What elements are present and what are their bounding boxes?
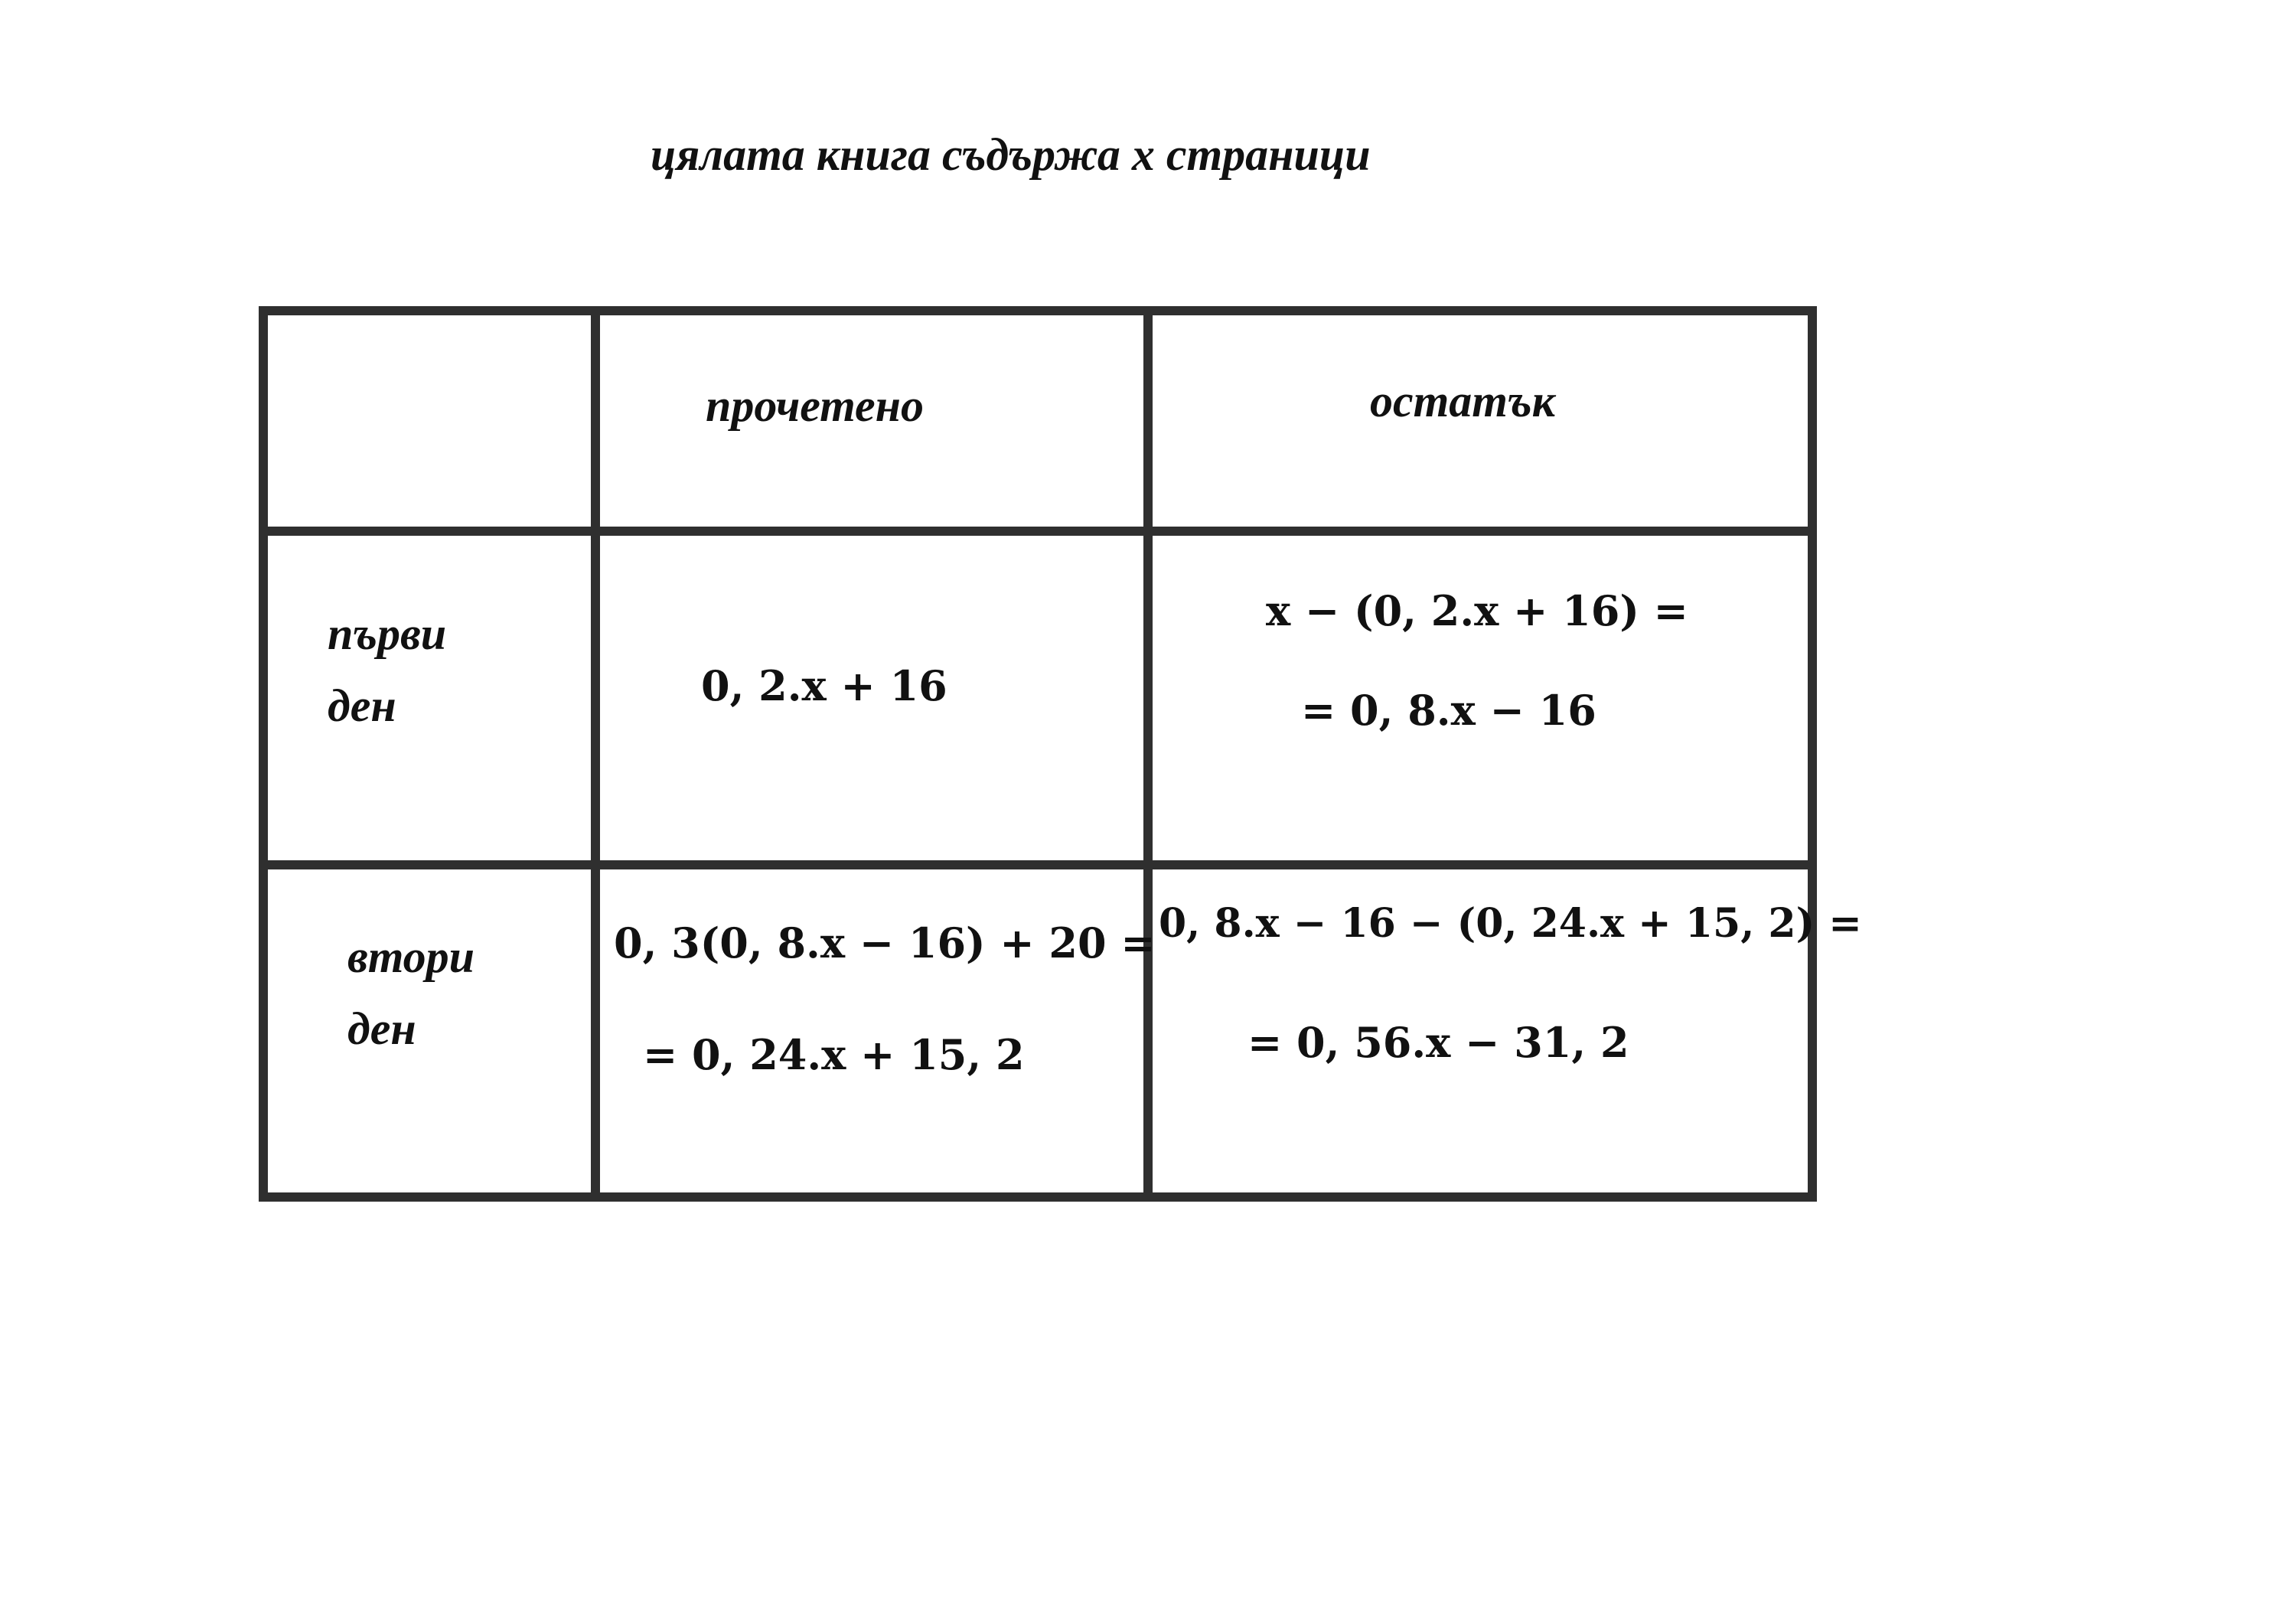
table-border-right <box>1808 306 1817 1202</box>
row1-day-line1: първи <box>328 608 447 659</box>
row2-remainder-line2: = 0, 56.x − 31, 2 <box>1247 1018 1629 1067</box>
row2-day-line2: ден <box>347 1003 416 1054</box>
row2-read-line1: 0, 3(0, 8.x − 16) + 20 = <box>614 918 1156 967</box>
table-border-bottom <box>259 1192 1817 1202</box>
table-border-left <box>259 306 268 1202</box>
row-divider <box>259 860 1817 869</box>
page-title: цялата книга съдържа x страници <box>651 129 1371 180</box>
row2-read-line2: = 0, 24.x + 15, 2 <box>643 1030 1025 1079</box>
row2-remainder-line1: 0, 8.x − 16 − (0, 24.x + 15, 2) = <box>1159 900 1862 947</box>
row2-day-line1: втори <box>347 931 475 982</box>
table-border-top <box>259 306 1817 315</box>
row1-read-expression: 0, 2.x + 16 <box>701 661 947 710</box>
column-divider-1 <box>591 306 600 1202</box>
row1-remainder-line1: x − (0, 2.x + 16) = <box>1266 586 1688 635</box>
header-cell-read: прочетено <box>706 380 924 431</box>
row1-day-line2: ден <box>328 680 396 731</box>
header-divider <box>259 527 1817 536</box>
column-divider-2 <box>1143 306 1153 1202</box>
header-cell-remainder: остатък <box>1370 376 1555 426</box>
row1-remainder-line2: = 0, 8.x − 16 <box>1301 686 1596 735</box>
